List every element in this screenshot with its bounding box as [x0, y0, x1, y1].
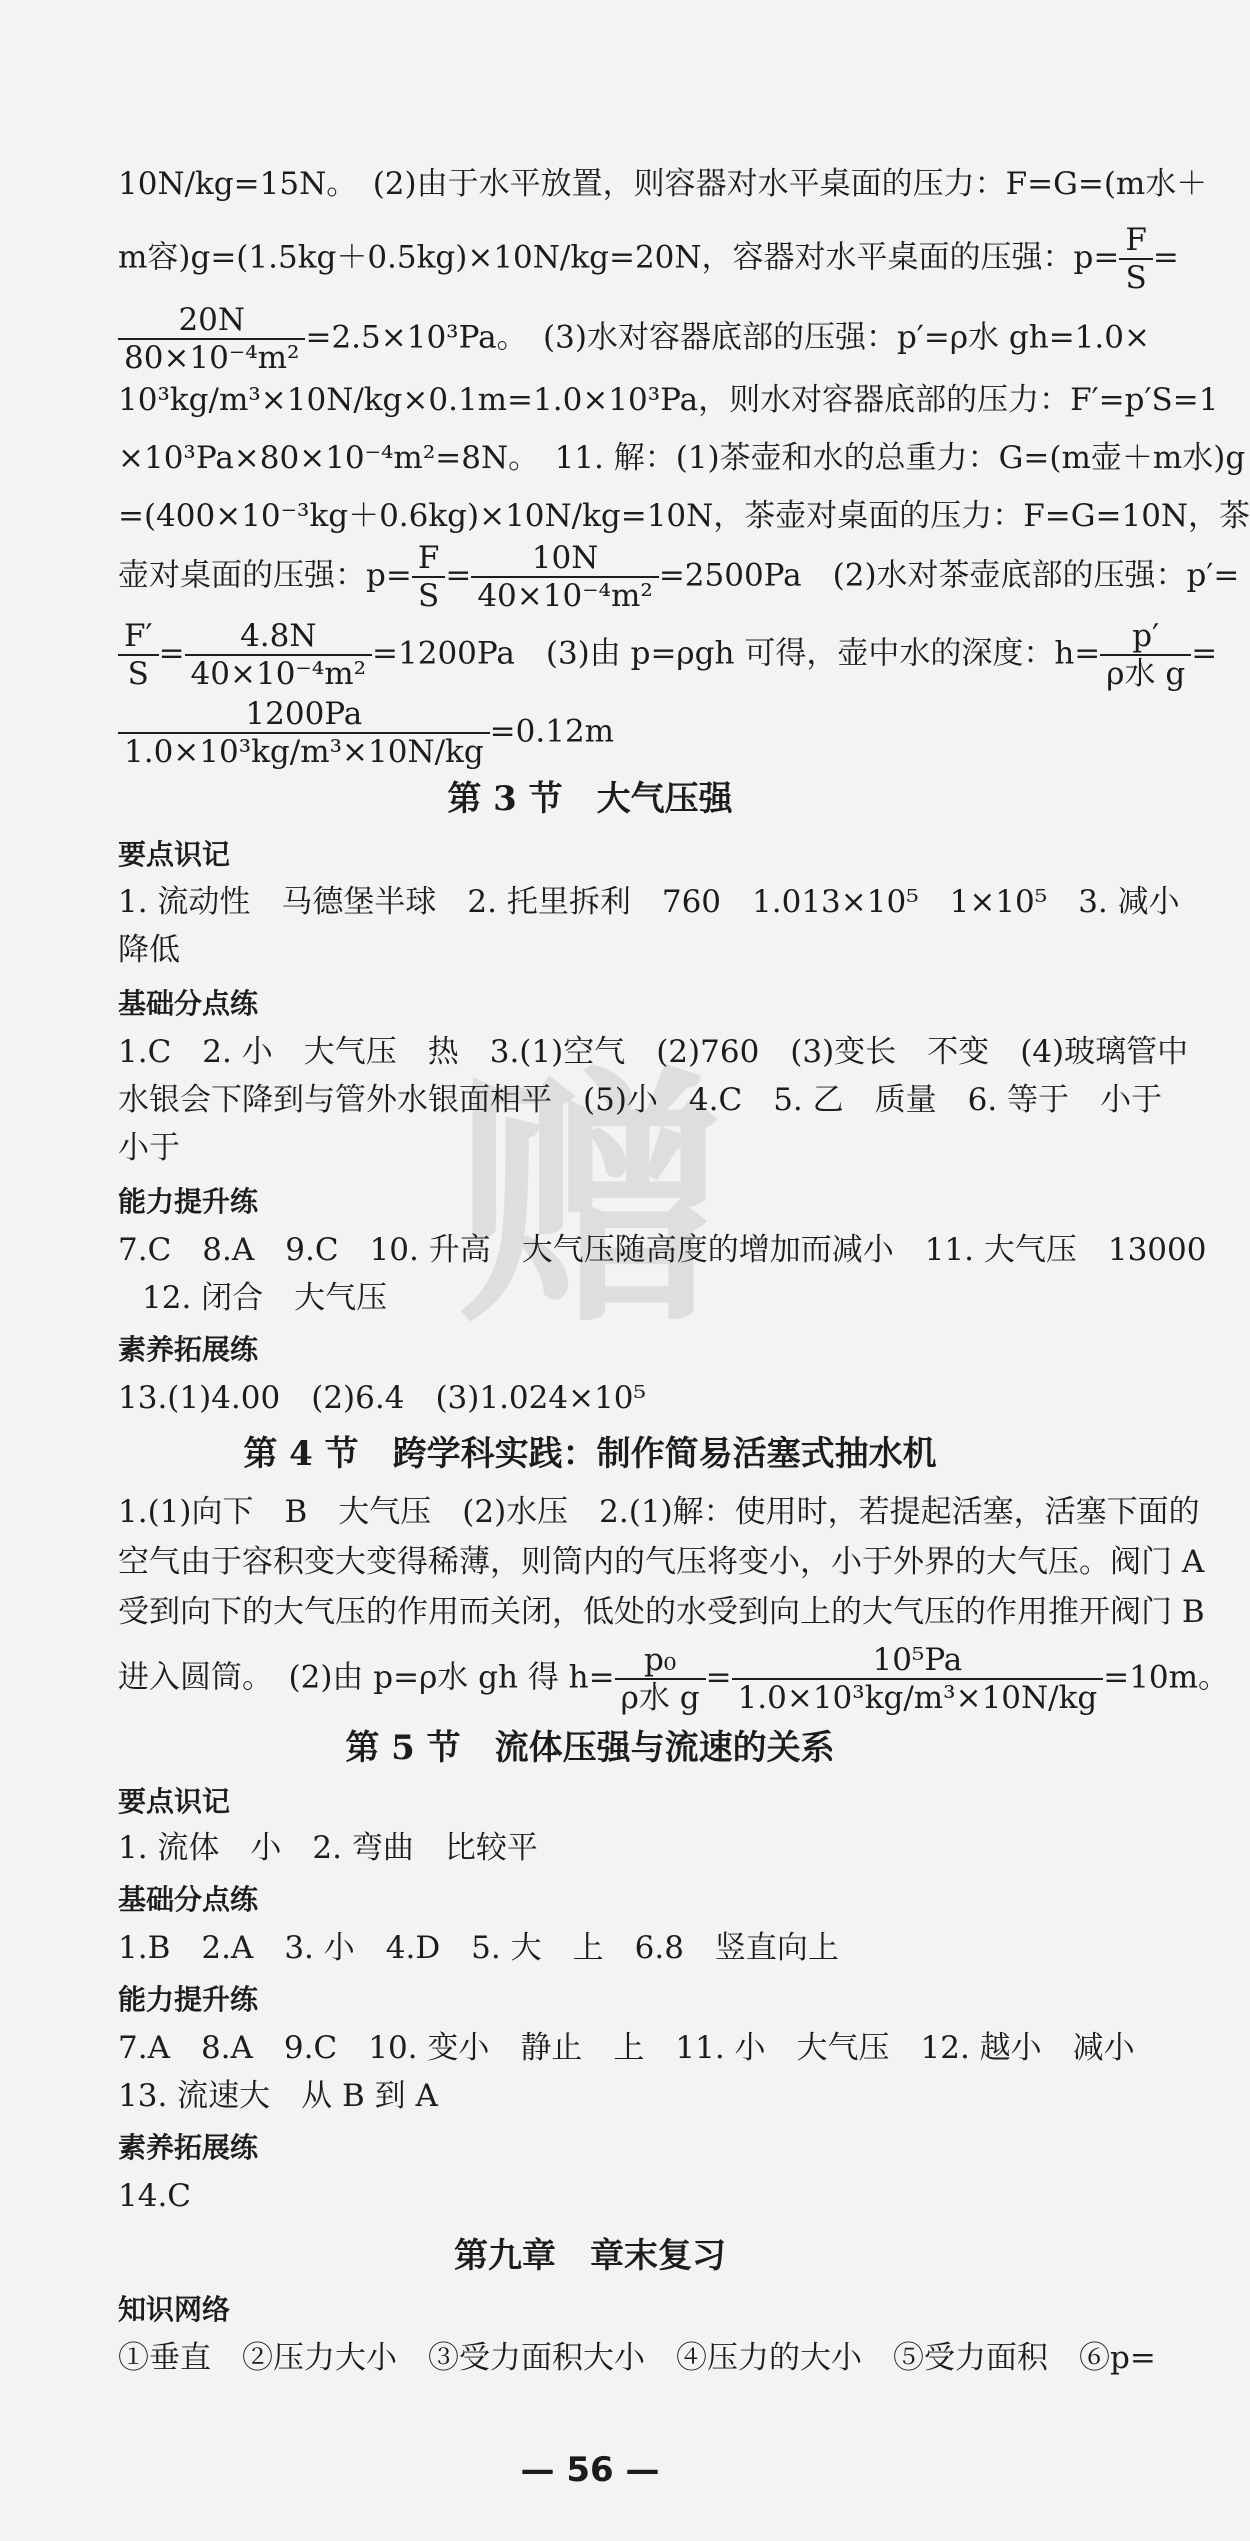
text-line: $\frac{1200Pa}{\text{1.0×10³kg/m³×10N/kg}}$ =0.12m	[118, 696, 1118, 770]
fraction: $\frac{F}{S}$	[1119, 222, 1153, 296]
text-line: 小于	[118, 1130, 180, 1166]
text-line: 受到向下的大气压的作用而关闭，低处的水受到向上的大气压的作用推开阀门 B	[118, 1594, 1205, 1630]
text-line: 1. 流动性 马德堡半球 2. 托里拆利 760 1.013×10⁵ 1×10⁵ 3. 减小	[118, 884, 1180, 920]
text-line: 1.B 2.A 3. 小 4.D 5. 大 上 6.8 竖直向上	[118, 1930, 839, 1966]
chapter-title: 第九章 章末复习	[454, 2236, 726, 2276]
subsection-title: 素养拓展练	[118, 1333, 259, 1366]
fraction: $\frac{1200Pa}{\text{1.0×10³kg/m³×10N/kg}}$	[118, 696, 490, 770]
fraction: $\frac{10N}{\text{40×10⁻⁴m²}}$	[471, 540, 658, 614]
subsection-title: 能力提升练	[118, 1983, 259, 2016]
text-line: 10N/kg=15N。 (2)由于水平放置，则容器对水平桌面的压力：F=G=(m水＋	[118, 166, 1208, 202]
watermark-char: 赠	[455, 1044, 725, 1359]
text-line: 水银会下降到与管外水银面相平 (5)小 4.C 5. 乙 质量 6. 等于 小于	[118, 1082, 1163, 1118]
text-line: 1.C 2. 小 大气压 热 3.(1)空气 (2)760 (3)变长 不变 (4)玻璃管中	[118, 1034, 1189, 1070]
text-line: 进入圆筒。 (2)由 p=ρ水 gh 得 h= $\frac{\text{p₀}}{\text{ρ水 g}}$ = $\frac{\text{10⁵Pa}}{\text{1.0×10³kg/m³×10N/kg}}$ =10m。	[118, 1642, 1230, 1716]
text-line: 14.C	[118, 2178, 192, 2214]
text-line: 壶对桌面的压强：p= $\frac{F}{S}$ = $\frac{10N}{\text{40×10⁻⁴m²}}$ =2500Pa (2)水对茶壶底部的压强：p′=	[118, 540, 1240, 614]
section-title: 第 5 节 流体压强与流速的关系	[345, 1728, 835, 1768]
fraction: $\frac{4.8N}{\text{40×10⁻⁴m²}}$	[185, 618, 372, 692]
subsection-title: 要点识记	[118, 1785, 231, 1818]
text-line: =(400×10⁻³kg＋0.6kg)×10N/kg=10N，茶壶对桌面的压力：F=G=10N，茶	[118, 498, 1250, 534]
subsection-title: 基础分点练	[118, 987, 259, 1020]
text-line: ①垂直 ②压力大小 ③受力面积大小 ④压力的大小 ⑤受力面积 ⑥p=	[118, 2340, 1156, 2376]
subsection-title: 要点识记	[118, 838, 231, 871]
fraction: $\frac{p'}{\text{ρ水 g}}$	[1100, 618, 1191, 692]
text-line: $\frac{F'}{S}$ = $\frac{4.8N}{\text{40×10⁻⁴m²}}$ =1200Pa (3)由 p=ρgh 可得，壶中水的深度：h= $\frac{p'}{\text{ρ水 g}}$ =	[118, 618, 1118, 692]
text-line: 13.(1)4.00 (2)6.4 (3)1.024×10⁵	[118, 1380, 646, 1416]
text-line: ×10³Pa×80×10⁻⁴m²=8N。 11. 解：(1)茶壶和水的总重力：G=(m壶＋m水)g	[118, 440, 1246, 476]
subsection-title: 素养拓展练	[118, 2131, 259, 2164]
fraction: $\frac{\text{10⁵Pa}}{\text{1.0×10³kg/m³×10N/kg}}$	[732, 1642, 1104, 1716]
text-line: 1.(1)向下 B 大气压 (2)水压 2.(1)解：使用时，若提起活塞，活塞下面的	[118, 1494, 1200, 1530]
text-line: 空气由于容积变大变得稀薄，则筒内的气压将变小，小于外界的大气压。阀门 A	[118, 1544, 1205, 1580]
text-line: 7.A 8.A 9.C 10. 变小 静止 上 11. 小 大气压 12. 越小 减小	[118, 2030, 1135, 2066]
fraction: $\frac{\text{p₀}}{\text{ρ水 g}}$	[615, 1642, 706, 1716]
text-line: 12. 闭合 大气压	[142, 1280, 388, 1316]
section-title: 第 3 节 大气压强	[447, 779, 733, 819]
text-line: $\frac{20N}{\text{80×10⁻⁴m²}}$ =2.5×10³Pa。 (3)水对容器底部的压强：p′=ρ水 gh=1.0×	[118, 302, 1118, 376]
text-line: 13. 流速大 从 B 到 A	[118, 2078, 438, 2114]
fraction: $\frac{F}{S}$	[412, 540, 446, 614]
text-line: m容)g=(1.5kg＋0.5kg)×10N/kg=20N，容器对水平桌面的压强：p= $\frac{F}{S}$ =	[118, 222, 1179, 296]
subsection-title: 能力提升练	[118, 1185, 259, 1218]
text-line: 降低	[118, 932, 180, 968]
page-number: — 56 —	[520, 2450, 660, 2490]
text-line: 1. 流体 小 2. 弯曲 比较平	[118, 1830, 538, 1866]
subsection-title: 基础分点练	[118, 1883, 259, 1916]
text-line: 7.C 8.A 9.C 10. 升高 大气压随高度的增加而减小 11. 大气压 13000	[118, 1232, 1207, 1268]
section-title: 第 4 节 跨学科实践：制作简易活塞式抽水机	[243, 1434, 937, 1474]
fraction: $\frac{F'}{S}$	[118, 618, 159, 692]
subsection-title: 知识网络	[118, 2293, 231, 2326]
text-line: 10³kg/m³×10N/kg×0.1m=1.0×10³Pa，则水对容器底部的压力：F′=p′S=1	[118, 382, 1219, 418]
fraction: $\frac{20N}{\text{80×10⁻⁴m²}}$	[118, 302, 305, 376]
